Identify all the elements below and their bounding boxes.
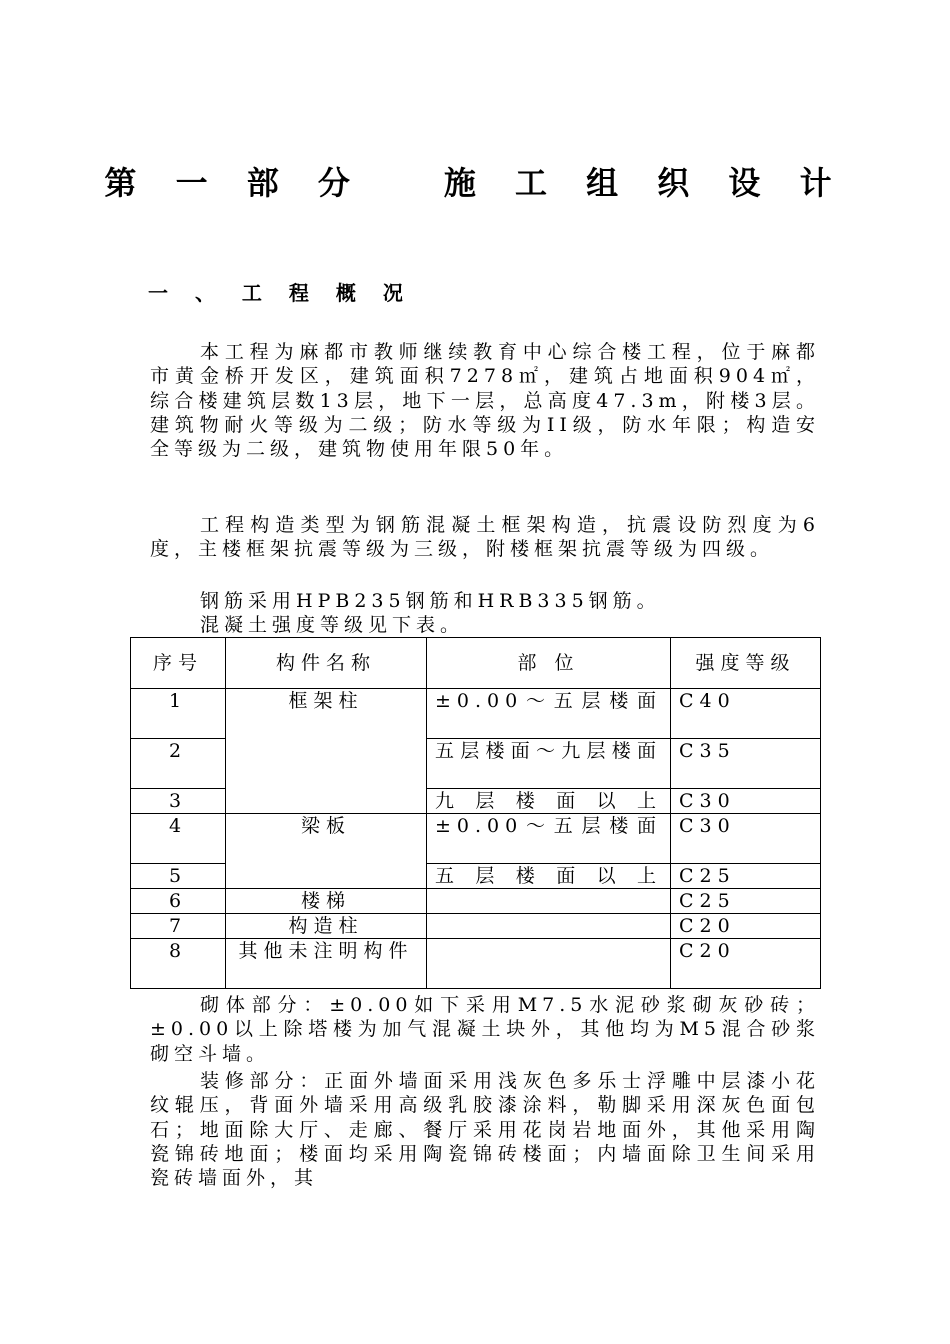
cell-location — [427, 939, 671, 989]
cell-no: 6 — [131, 889, 226, 914]
paragraph-finishing: 装修部分：正面外墙面采用浅灰色多乐士浮雕中层漆小花纹辊压，背面外墙采用高级乳胶漆涂料，勒脚采用深灰色面包石；地面除大厅、走廊、餐厅采用花岗岩地面外，其他采用陶瓷锦砖地面；楼面均采用陶瓷锦砖楼面；内墙面除卫生间采用瓷砖墙面外，其 — [150, 1070, 820, 1190]
cell-grade: C30 — [671, 789, 821, 814]
section-heading: 一 、 工 程 概 况 — [148, 281, 413, 305]
cell-location: 五层楼面以上 — [427, 864, 671, 889]
cell-no: 7 — [131, 914, 226, 939]
cell-location — [427, 914, 671, 939]
table-row — [131, 689, 821, 739]
cell-no: 3 — [131, 789, 226, 814]
header-no: 序号 — [131, 638, 226, 689]
cell-component: 楼梯 — [226, 889, 427, 914]
cell-location: ±0.00～五层楼面 — [427, 814, 671, 864]
table-header-row — [131, 638, 821, 689]
cell-component: 构造柱 — [226, 914, 427, 939]
cell-no: 1 — [131, 689, 226, 739]
cell-grade: C20 — [671, 914, 821, 939]
title-part: 第 一 部 分 — [104, 164, 364, 202]
page-title — [0, 158, 950, 204]
cell-component-group: 梁板 — [226, 814, 427, 889]
cell-grade: C35 — [671, 739, 821, 789]
paragraph-structure: 工程构造类型为钢筋混凝土框架构造，抗震设防烈度为6度，主楼框架抗震等级为三级，附楼框架抗震等级为四级。 — [150, 514, 820, 561]
cell-location: ±0.00～五层楼面 — [427, 689, 671, 739]
cell-location: 五层楼面～九层楼面 — [427, 739, 671, 789]
header-grade: 强度等级 — [671, 638, 821, 689]
cell-grade: C20 — [671, 939, 821, 989]
header-location: 部 位 — [427, 638, 671, 689]
table-row — [131, 814, 821, 864]
cell-no: 5 — [131, 864, 226, 889]
cell-component: 其他未注明构件 — [226, 939, 427, 989]
cell-component-group: 框架柱 — [226, 689, 427, 814]
cell-grade: C30 — [671, 814, 821, 864]
table-row — [131, 939, 821, 989]
cell-grade: C40 — [671, 689, 821, 739]
paragraph-overview: 本工程为麻都市教师继续教育中心综合楼工程，位于麻都市黄金桥开发区，建筑面积7278㎡，建筑占地面积904㎡，综合楼建筑层数13层，地下一层，总高度47.3m，附楼3层。建筑物耐火等级为二级；防水等级为II级，防水年限；构造安全等级为二级，建筑物使用年限50年。 — [150, 341, 820, 461]
cell-location: 九层楼面以上 — [427, 789, 671, 814]
table-row — [131, 914, 821, 939]
cell-location — [427, 889, 671, 914]
paragraph-rebar: 钢筋采用HPB235钢筋和HRB335钢筋。 — [200, 590, 661, 612]
cell-no: 4 — [131, 814, 226, 864]
paragraph-concrete-intro: 混凝土强度等级见下表。 — [200, 614, 465, 636]
cell-grade: C25 — [671, 864, 821, 889]
paragraph-masonry: 砌体部分：±0.00如下采用M7.5水泥砂浆砌灰砂砖；±0.00以上除塔楼为加气混凝土块外，其他均为M5混合砂浆砌空斗墙。 — [150, 994, 820, 1065]
title-name: 施 工 组 织 设 计 — [443, 164, 846, 202]
table-row — [131, 889, 821, 914]
concrete-strength-table — [130, 637, 821, 989]
cell-no: 8 — [131, 939, 226, 989]
cell-grade: C25 — [671, 889, 821, 914]
cell-no: 2 — [131, 739, 226, 789]
header-component: 构件名称 — [226, 638, 427, 689]
